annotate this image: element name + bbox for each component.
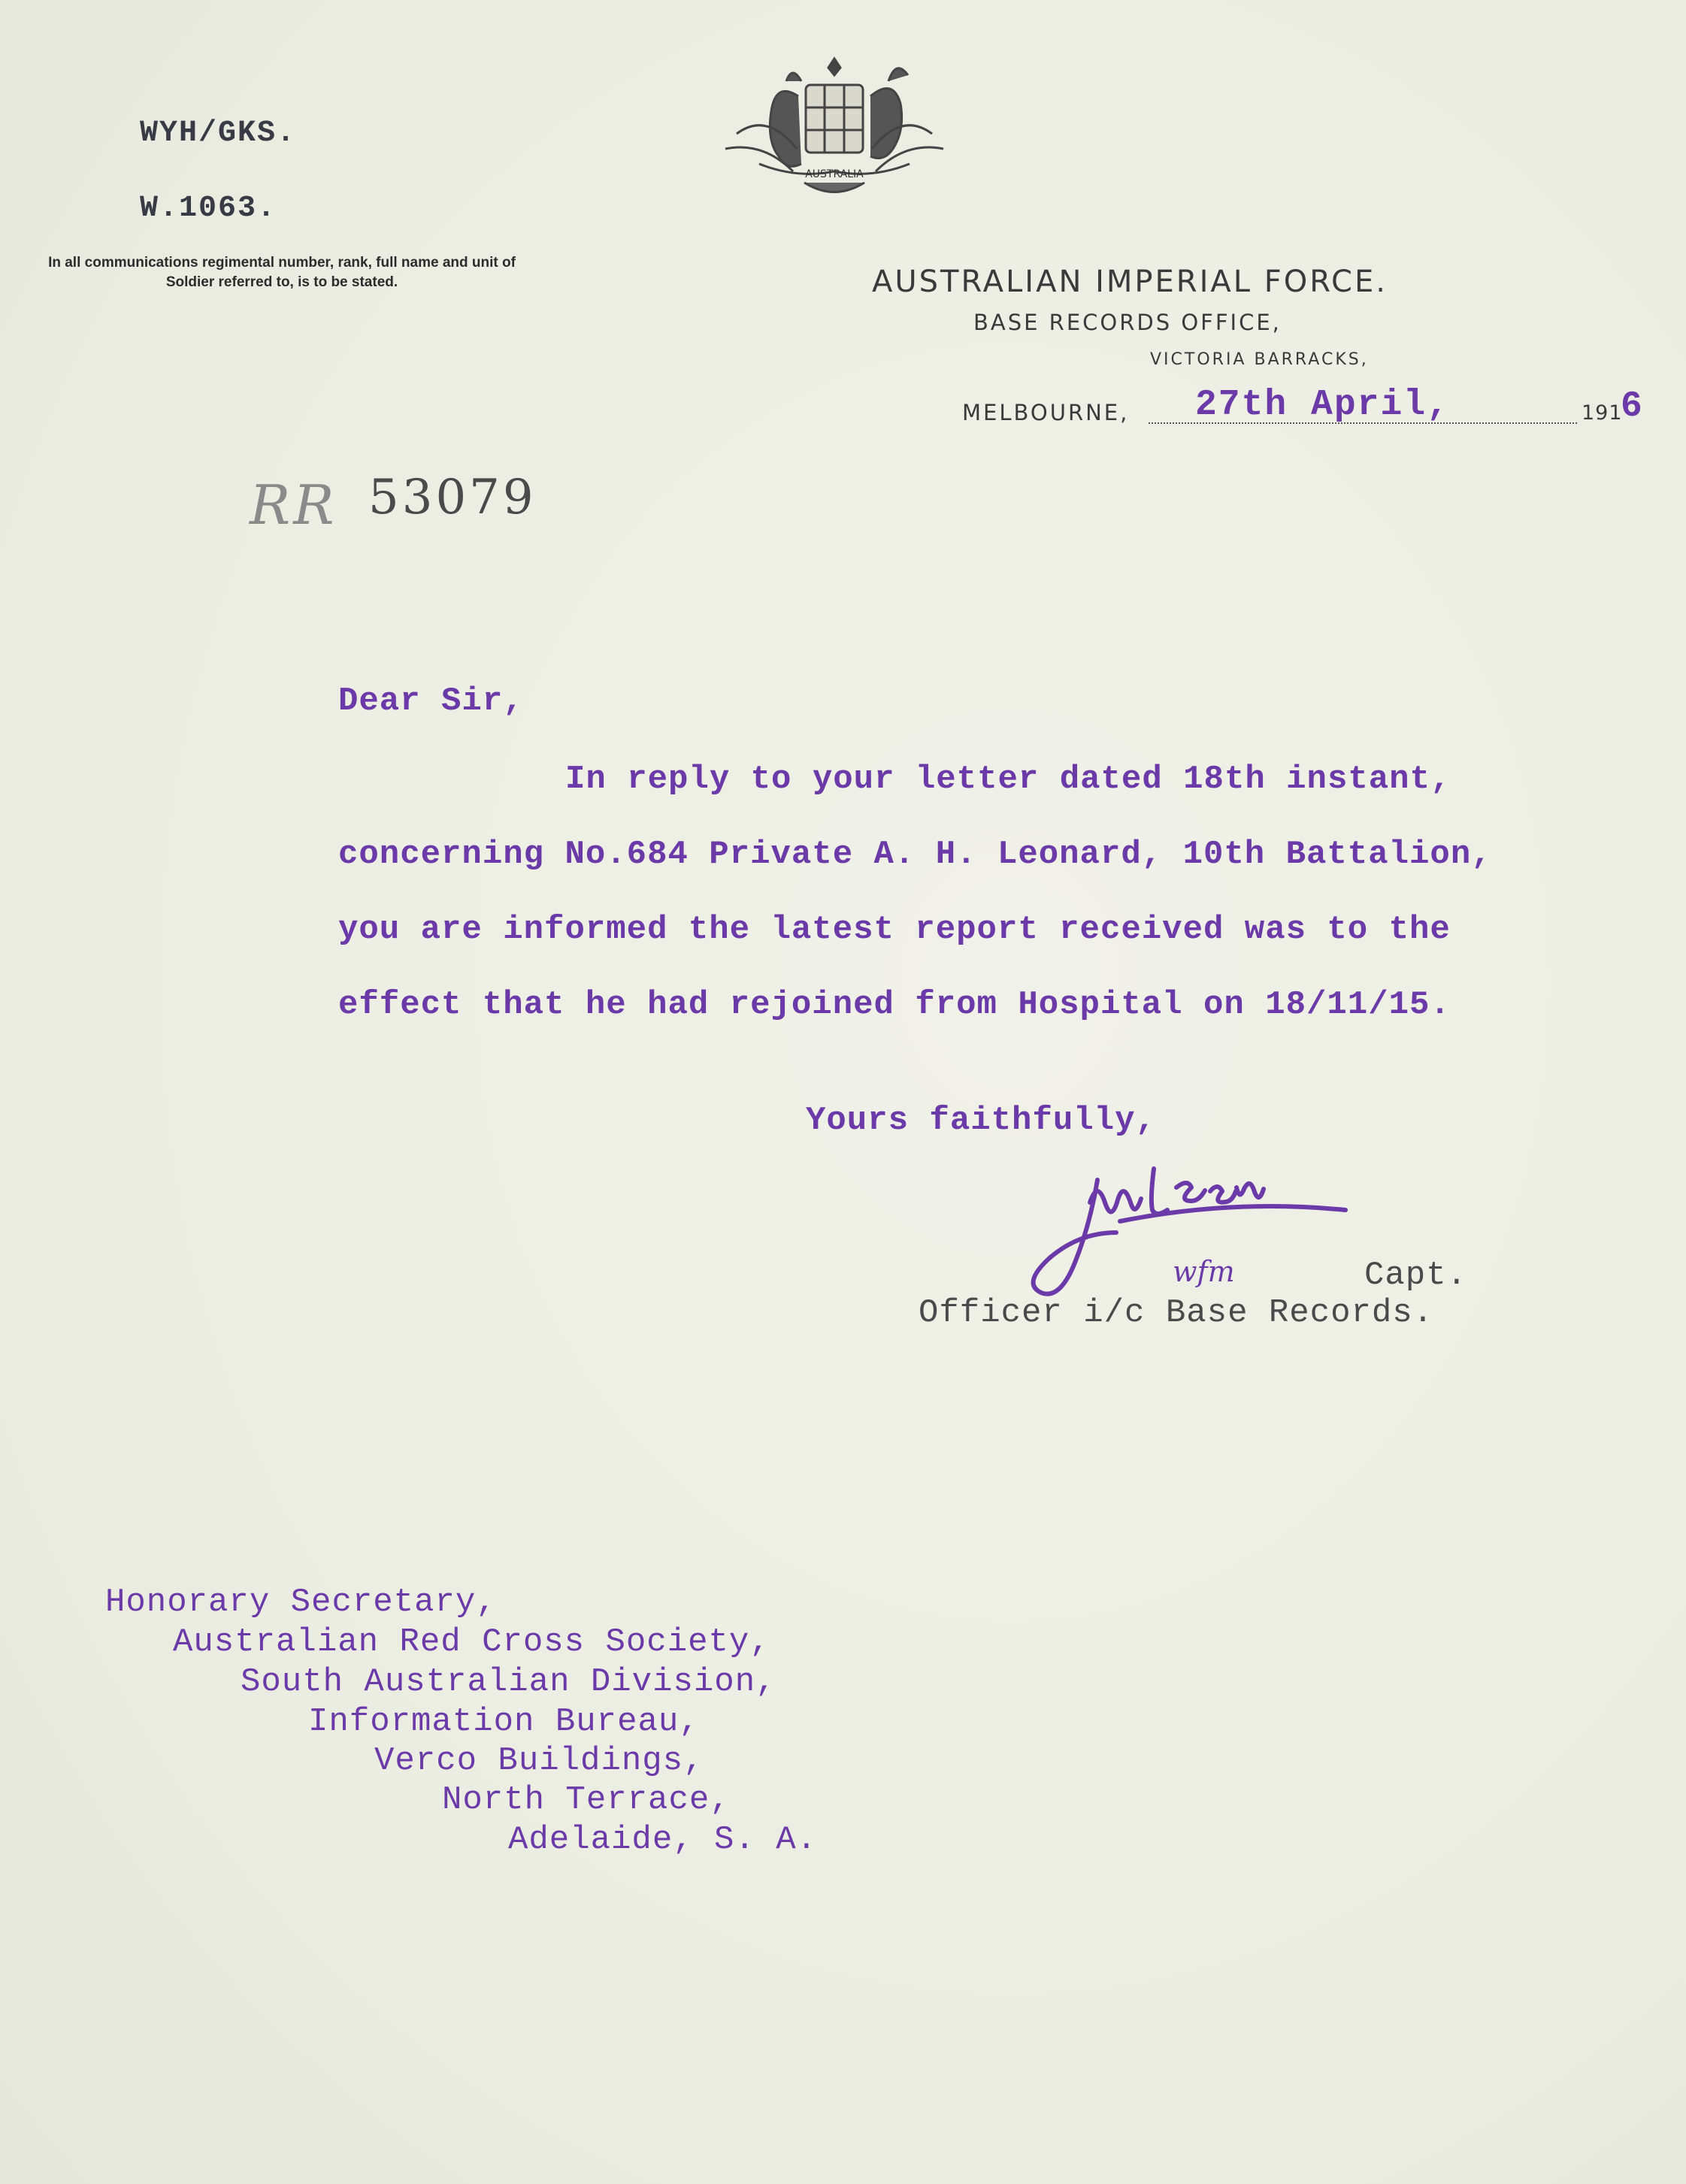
communications-notice: In all communications regimental number, rank, full name and unit of Soldier referred to, is to be stated.: [48, 255, 516, 290]
city-label: MELBOURNE,: [962, 400, 1130, 425]
address-line-3: South Australian Division,: [241, 1663, 776, 1701]
closing: Yours faithfully,: [806, 1102, 1156, 1139]
office-name: BASE RECORDS OFFICE,: [973, 310, 1282, 335]
stamp-number: 53079: [368, 470, 537, 525]
signatory-title: Officer i/c Base Records.: [919, 1294, 1434, 1332]
year-prefix: 191: [1582, 401, 1623, 425]
reference-initials: WYH/GKS.: [140, 116, 297, 150]
address-line-2: Australian Red Cross Society,: [173, 1623, 770, 1661]
address-line-6: North Terrace,: [442, 1781, 731, 1819]
sign-initials: wfm: [1173, 1255, 1235, 1288]
signature-icon: [1022, 1150, 1353, 1315]
organisation-name: AUSTRALIAN IMPERIAL FORCE.: [872, 265, 1388, 299]
crest-motto: AUSTRALIA: [805, 168, 864, 180]
year-suffix: 6: [1621, 386, 1642, 427]
address-line-5: Verco Buildings,: [374, 1742, 704, 1780]
body-line-2: concerning No.684 Private A. H. Leonard, 10th Battalion,: [338, 836, 1492, 873]
coat-of-arms-icon: [714, 51, 955, 224]
stamp-initials: RR: [250, 473, 338, 537]
address-line-4: Information Bureau,: [308, 1703, 700, 1741]
address-line-1: Honorary Secretary,: [105, 1584, 497, 1621]
office-location: VICTORIA BARRACKS,: [1150, 350, 1369, 369]
address-line-7: Adelaide, S. A.: [508, 1821, 818, 1859]
salutation: Dear Sir,: [338, 682, 524, 720]
body-line-4: effect that he had rejoined from Hospital on 18/11/15.: [338, 986, 1451, 1024]
letter-date: 27th April,: [1195, 385, 1450, 425]
body-line-1: In reply to your letter dated 18th instant,: [565, 761, 1451, 798]
reference-number: W.1063.: [140, 192, 277, 225]
body-line-3: you are informed the latest report received was to the: [338, 911, 1451, 948]
signatory-rank: Capt.: [1364, 1257, 1468, 1294]
